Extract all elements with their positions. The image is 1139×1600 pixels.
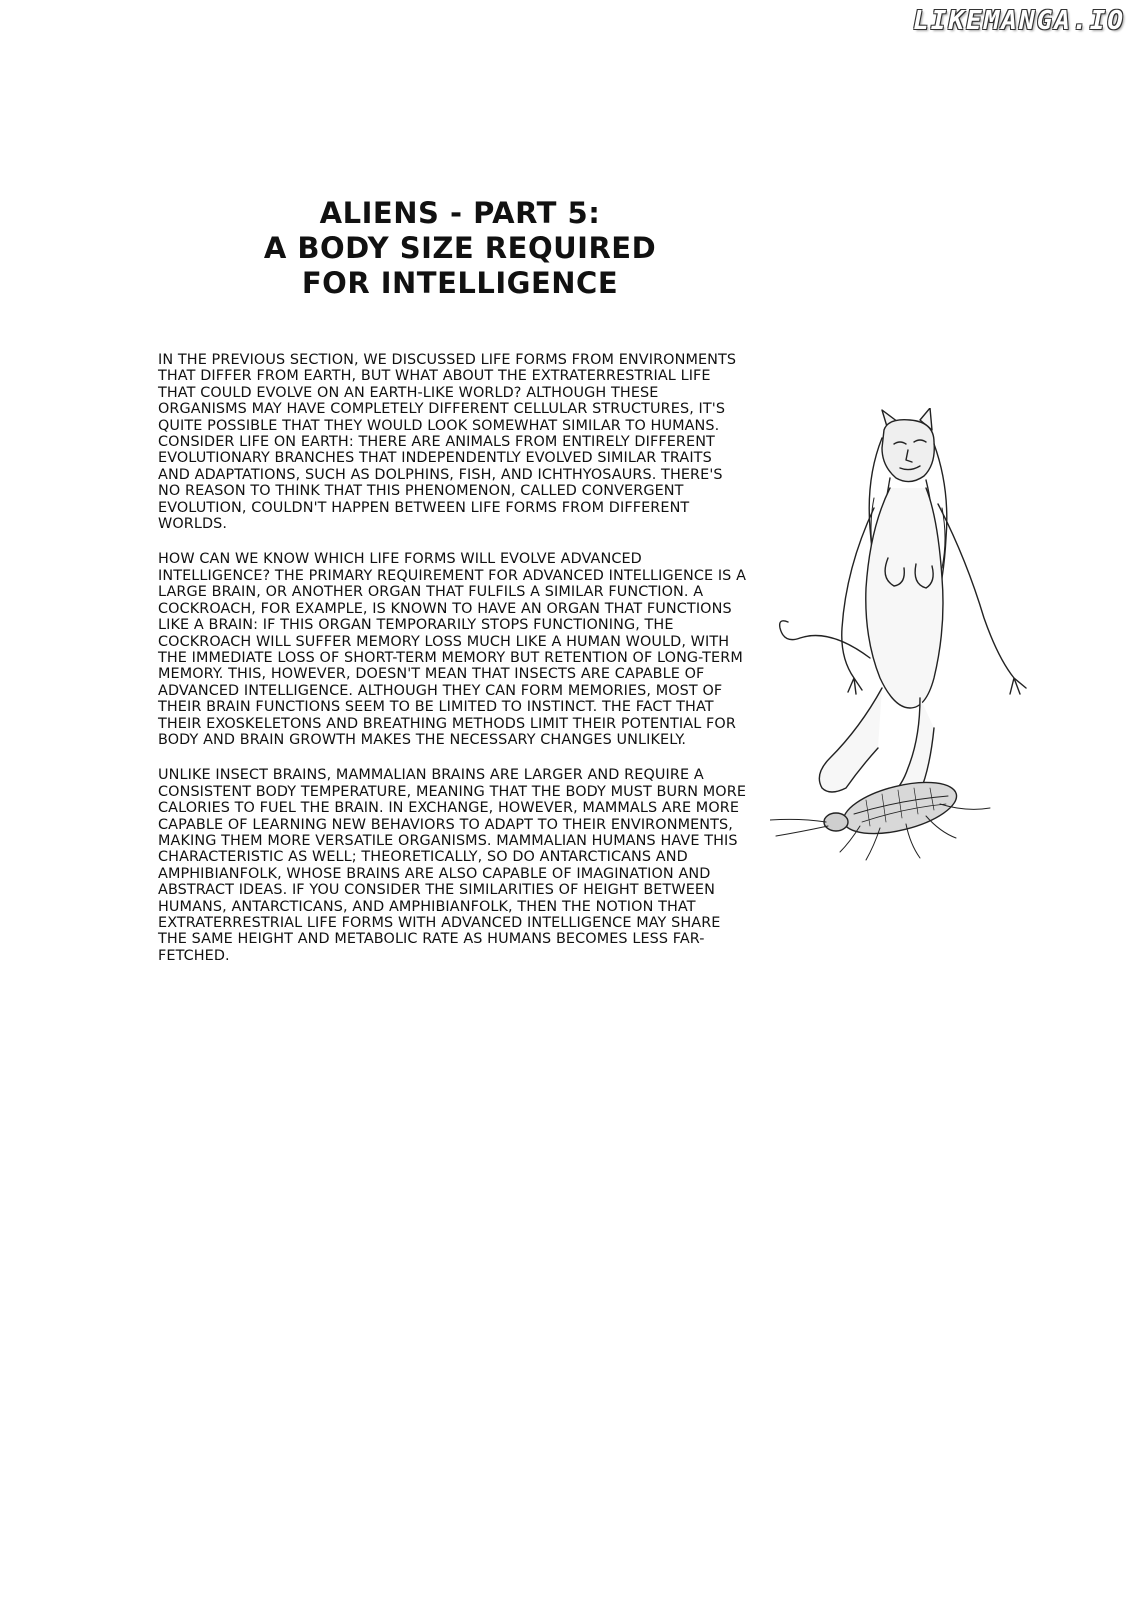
title-line-3: FOR INTELLIGENCE (301, 266, 619, 300)
cockroach-body (838, 773, 961, 844)
page-title (200, 196, 720, 301)
title-line-2: A BODY SIZE REQUIRED (263, 231, 657, 265)
cockroach-head (824, 813, 848, 831)
creature-tail (780, 621, 870, 658)
paragraph-mammalian-brains: UNLIKE INSECT BRAINS, MAMMALIAN BRAINS ARE LARGER AND REQUIRE A CONSISTENT BODY TEMPERATURE, MEANING THAT THE BODY MUST BURN MORE CALORIES TO FUEL THE BRAIN. IN EXCHANGE, HOWEVER, MAMMALS ARE MORE CAPABLE OF LEARNING NEW BEHAVIORS TO ADAPT TO THEIR ENVIRONMENTS, MAKING THEM MORE VERSATILE ORGANISMS. MAMMALIAN HUMANS HAVE THIS CHARACTERISTIC AS WELL; THEORETICALLY, SO DO ANTARCTICANS AND AMPHIBIANFOLK, WHOSE BRAINS ARE ALSO CAPABLE OF IMAGINATION AND ABSTRACT IDEAS. IF YOU CONSIDER THE SIMILARITIES OF HEIGHT BETWEEN HUMANS, ANTARCTICANS, AND AMPHIBIANFOLK, THEN THE NOTION THAT EXTRATERRESTRIAL LIFE FORMS WITH ADVANCED INTELLIGENCE MAY SHARE THE SAME HEIGHT AND METABOLIC RATE AS HUMANS BECOMES LESS FAR-FETCHED. (158, 767, 747, 964)
creature-torso (866, 488, 943, 708)
creature-illustration (770, 408, 1050, 868)
creature-arm-right (938, 504, 1026, 694)
title-line-1: ALIENS - PART 5: (319, 196, 601, 230)
cockroach-antenna (770, 819, 828, 836)
site-watermark: LIKEMANGA.IO (913, 6, 1125, 36)
paragraph-intelligence-requirements: HOW CAN WE KNOW WHICH LIFE FORMS WILL EVOLVE ADVANCED INTELLIGENCE? THE PRIMARY REQUIREMENT FOR ADVANCED INTELLIGENCE IS A LARGE BRAIN, OR ANOTHER ORGAN THAT FULFILS A SIMILAR FUNCTION. A COCKROACH, FOR EXAMPLE, IS KNOWN TO HAVE AN ORGAN THAT FUNCTIONS LIKE A BRAIN: IF THIS ORGAN TEMPORARILY STOPS FUNCTIONING, THE COCKROACH WILL SUFFER MEMORY LOSS MUCH LIKE A HUMAN WOULD, WITH THE IMMEDIATE LOSS OF SHORT-TERM MEMORY BUT RETENTION OF LONG-TERM MEMORY. THIS, HOWEVER, DOESN'T MEAN THAT INSECTS ARE CAPABLE OF ADVANCED INTELLIGENCE. ALTHOUGH THEY CAN FORM MEMORIES, MOST OF THEIR BRAIN FUNCTIONS SEEM TO BE LIMITED TO INSTINCT. THE FACT THAT THEIR EXOSKELETONS AND BREATHING METHODS LIMIT THEIR POTENTIAL FOR BODY AND BRAIN GROWTH MAKES THE NECESSARY CHANGES UNLIKELY. (158, 551, 747, 748)
paragraph-convergent-evolution: IN THE PREVIOUS SECTION, WE DISCUSSED LIFE FORMS FROM ENVIRONMENTS THAT DIFFER FROM EARTH, BUT WHAT ABOUT THE EXTRATERRESTRIAL LIFE THAT COULD EVOLVE ON AN EARTH-LIKE WORLD? ALTHOUGH THESE ORGANISMS MAY HAVE COMPLETELY DIFFERENT CELLULAR STRUCTURES, IT'S QUITE POSSIBLE THAT THEY WOULD LOOK SOMEWHAT SIMILAR TO HUMANS. CONSIDER LIFE ON EARTH: THERE ARE ANIMALS FROM ENTIRELY DIFFERENT EVOLUTIONARY BRANCHES THAT INDEPENDENTLY EVOLVED SIMILAR TRAITS AND ADAPTATIONS, SUCH AS DOLPHINS, FISH, AND ICHTHYOSAURS. THERE'S NO REASON TO THINK THAT THIS PHENOMENON, CALLED CONVERGENT EVOLUTION, COULDN'T HAPPEN BETWEEN LIFE FORMS FROM DIFFERENT WORLDS. (158, 352, 737, 533)
article-body (158, 352, 748, 983)
creature-leg-left (819, 688, 882, 792)
